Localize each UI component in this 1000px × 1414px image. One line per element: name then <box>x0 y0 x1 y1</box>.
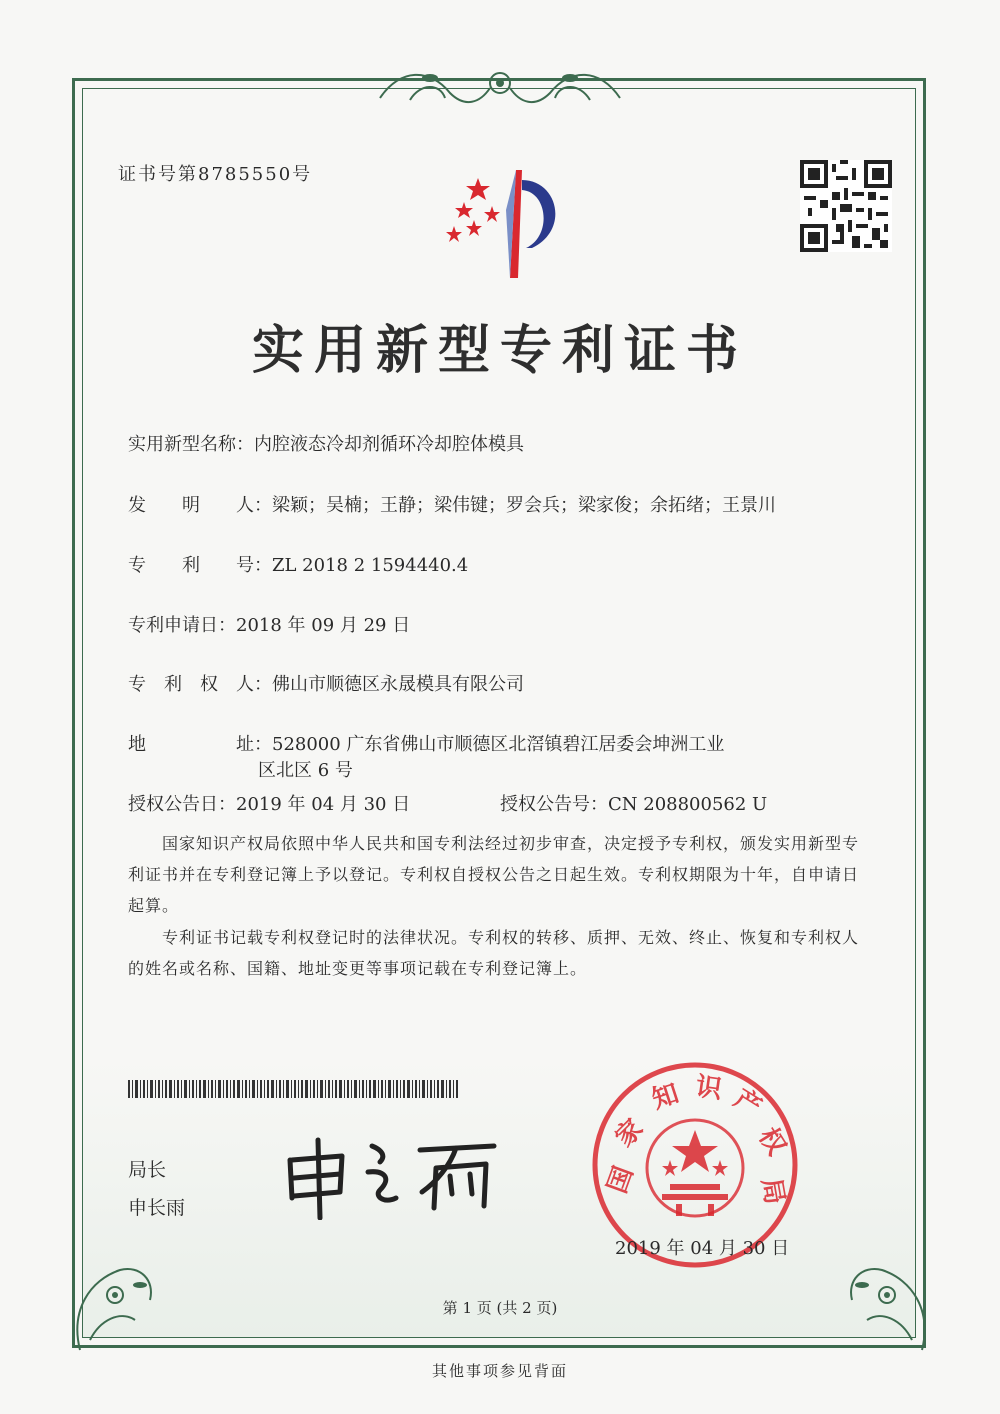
svg-text:国: 国 <box>602 1162 640 1198</box>
director-name: 申长雨 <box>128 1197 186 1219</box>
field-value: 佛山市顺德区永晟模具有限公司 <box>272 674 524 695</box>
field-patentee <box>128 670 524 696</box>
field-application-date <box>128 611 410 637</box>
bottom-left-ornament-icon <box>60 1210 170 1360</box>
field-patent-number <box>128 551 468 577</box>
field-inventors <box>128 491 776 517</box>
statement-paragraph-2: 专利证书记载专利权登记时的法律状况。专利权的转移、质押、无效、终止、恢复和专利权人的姓名或名称、国籍、地址变更等事项记载在专利登记簿上。 <box>128 928 860 978</box>
field-label: 授权公告日： <box>128 794 236 815</box>
footer-note: 其他事项参见背面 <box>431 1362 568 1380</box>
seal-date: 2019 年 04 月 30 日 <box>615 1238 790 1259</box>
field-label: 实用新型名称： <box>128 434 254 455</box>
field-address-line2 <box>258 756 353 782</box>
field-grant-number <box>500 790 767 816</box>
certificate-number: 证书号第8785550号 <box>118 164 313 185</box>
page-number: 第 1 页 (共 2 页) <box>442 1299 558 1317</box>
svg-text:家: 家 <box>609 1113 650 1154</box>
field-value: 2019 年 04 月 30 日 <box>236 794 411 815</box>
bottom-right-ornament-icon <box>832 1210 942 1360</box>
field-address <box>128 730 724 756</box>
field-value: 内腔液态冷却剂循环冷却腔体模具 <box>254 434 524 455</box>
svg-text:识: 识 <box>693 1071 724 1106</box>
svg-text:权: 权 <box>752 1122 792 1161</box>
svg-text:知: 知 <box>648 1078 683 1116</box>
barcode-icon <box>128 1080 458 1098</box>
field-value: 528000 广东省佛山市顺德区北滘镇碧江居委会坤洲工业 <box>272 734 725 755</box>
field-grant-date <box>128 790 410 816</box>
field-value: ZL 2018 2 1594440.4 <box>272 555 469 576</box>
field-value: 梁颖；吴楠；王静；梁伟键；罗会兵；梁家俊；余拓绪；王景川 <box>272 495 776 516</box>
field-value: CN 208800562 U <box>608 794 768 815</box>
patent-office-emblem-icon <box>440 150 560 280</box>
field-label: 专 利 权 人： <box>128 674 272 695</box>
field-utility-model-name <box>128 430 524 456</box>
statement-paragraph-1: 国家知识产权局依照中华人民共和国专利法经过初步审查，决定授予专利权，颁发实用新型专利证书并在专利登记簿上予以登记。专利权自授权公告之日起生效。专利权期限为十年，自申请日起算。 <box>128 834 860 915</box>
field-label: 专利申请日： <box>128 615 236 636</box>
field-value: 2018 年 09 月 29 日 <box>236 615 411 636</box>
certificate-title: 实用新型专利证书 <box>251 320 748 381</box>
field-label: 专 利 号： <box>128 555 272 576</box>
qr-code-icon <box>800 160 892 252</box>
director-signature <box>280 1120 510 1220</box>
svg-text:局: 局 <box>755 1175 790 1207</box>
field-label: 授权公告号： <box>500 794 608 815</box>
top-ornament-icon <box>370 58 630 118</box>
field-value: 区北区 6 号 <box>258 760 353 781</box>
director-title: 局长 <box>128 1159 167 1181</box>
field-label: 发 明 人： <box>128 495 272 516</box>
field-label: 地 址： <box>128 734 272 755</box>
svg-text:产: 产 <box>728 1083 767 1123</box>
